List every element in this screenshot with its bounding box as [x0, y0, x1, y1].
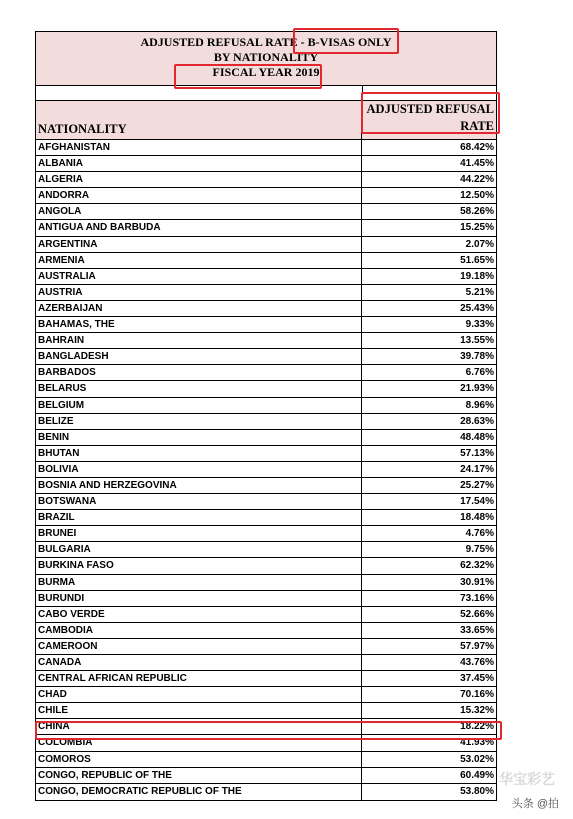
table-row [36, 446, 496, 462]
rate-header: ADJUSTED REFUSAL RATE [366, 102, 494, 133]
nationality-cell: BOLIVIA [36, 462, 362, 477]
table-row [36, 526, 496, 542]
rate-cell: 57.97% [460, 640, 494, 652]
nationality-cell: BARBADOS [36, 365, 362, 380]
title-line-1 [36, 35, 496, 50]
nationality-cell: AUSTRIA [36, 285, 362, 300]
table-row [36, 687, 496, 703]
nationality-cell: AUSTRALIA [36, 269, 362, 284]
rate-cell: 43.76% [460, 657, 494, 668]
table-row [36, 591, 496, 607]
table-row [36, 269, 496, 285]
table-row [36, 349, 496, 365]
nationality-cell: COLOMBIA [36, 735, 362, 750]
table-row [36, 768, 496, 784]
highlight-china-row [35, 721, 502, 740]
table-row [36, 478, 496, 494]
table-row [36, 542, 496, 558]
rate-cell: 33.65% [460, 624, 494, 636]
table-row [36, 156, 496, 172]
table-row [36, 462, 496, 478]
table-row [36, 430, 496, 446]
title-fiscal-year: FISCAL YEAR 2019 [212, 65, 320, 79]
rate-cell: 25.27% [460, 479, 494, 491]
nationality-cell: BELIZE [36, 414, 362, 429]
rate-cell: 48.48% [460, 431, 494, 443]
nationality-cell: CONGO, DEMOCRATIC REPUBLIC OF THE [36, 784, 362, 800]
rate-cell: 68.42% [460, 142, 494, 153]
nationality-cell: ARMENIA [36, 253, 362, 268]
table-row [36, 301, 496, 317]
table-row [36, 333, 496, 349]
nationality-cell: BRUNEI [36, 526, 362, 541]
table-row [36, 607, 496, 623]
highlight-rate-header [361, 92, 500, 134]
nationality-cell: BOSNIA AND HERZEGOVINA [36, 478, 362, 493]
highlight-fiscal-year [174, 64, 322, 89]
table-row [36, 703, 496, 719]
table-row [36, 558, 496, 574]
nationality-cell: CHINA [36, 719, 362, 734]
rate-cell: 28.63% [460, 415, 494, 427]
rate-cell: 39.78% [460, 351, 494, 363]
table-row [36, 220, 496, 236]
rate-cell: 6.76% [465, 367, 494, 379]
rate-cell: 53.02% [460, 753, 494, 765]
nationality-cell: BENIN [36, 430, 362, 445]
highlight-visa-type [293, 28, 399, 54]
rate-cell: 41.93% [460, 737, 494, 749]
table-row [36, 510, 496, 526]
rate-cell: 18.48% [460, 512, 494, 524]
rate-cell: 30.91% [460, 576, 494, 588]
rate-cell: 25.43% [460, 302, 494, 314]
nationality-cell: BULGARIA [36, 542, 362, 557]
table-row [36, 398, 496, 414]
nationality-cell: COMOROS [36, 752, 362, 767]
watermark-credit: 头条 @拍 [511, 798, 559, 810]
table-row [36, 253, 496, 269]
rate-cell: 2.07% [465, 238, 494, 250]
table-row [36, 752, 496, 768]
title-visa-type: B-VISAS ONLY [307, 35, 392, 49]
rate-cell: 57.13% [460, 447, 494, 459]
table-row [36, 365, 496, 381]
rate-cell: 21.93% [460, 383, 494, 395]
rate-cell: 8.96% [465, 399, 494, 411]
rate-cell: 9.75% [465, 544, 494, 556]
nationality-cell: CHAD [36, 687, 362, 702]
table-row [36, 623, 496, 639]
nationality-header: NATIONALITY [36, 101, 362, 139]
rate-cell: 62.32% [460, 560, 494, 572]
rate-cell: 15.25% [460, 222, 494, 234]
rate-cell: 17.54% [460, 496, 494, 508]
title-line-2: BY NATIONALITY [213, 50, 319, 64]
rate-cell: 19.18% [460, 270, 494, 282]
rate-cell: 4.76% [465, 528, 494, 540]
table-row [36, 639, 496, 655]
nationality-cell: CONGO, REPUBLIC OF THE [36, 768, 362, 783]
nationality-cell: AZERBAIJAN [36, 301, 362, 316]
nationality-cell: ANGOLA [36, 204, 362, 219]
nationality-cell: BHUTAN [36, 446, 362, 461]
rate-cell: 60.49% [460, 769, 494, 781]
rate-cell: 41.45% [460, 158, 494, 170]
nationality-cell: BELARUS [36, 381, 362, 396]
rate-cell: 5.21% [465, 286, 494, 298]
rate-cell: 70.16% [460, 689, 494, 701]
nationality-cell: BURMA [36, 575, 362, 590]
refusal-rate-table [35, 31, 497, 801]
nationality-cell: CENTRAL AFRICAN REPUBLIC [36, 671, 362, 686]
nationality-cell: BANGLADESH [36, 349, 362, 364]
nationality-cell: BURUNDI [36, 591, 362, 606]
title-prefix: ADJUSTED REFUSAL RATE - [140, 35, 308, 49]
nationality-cell: BRAZIL [36, 510, 362, 525]
table-row [36, 172, 496, 188]
nationality-cell: ALBANIA [36, 156, 362, 171]
watermark-stamp: 华宝彩艺 [499, 771, 555, 787]
rate-cell: 13.55% [460, 335, 494, 347]
rate-cell: 24.17% [460, 463, 494, 475]
rate-cell: 51.65% [460, 254, 494, 266]
nationality-cell: BURKINA FASO [36, 558, 362, 573]
table-row [36, 204, 496, 220]
nationality-cell: ALGERIA [36, 172, 362, 187]
rate-cell: 53.80% [460, 785, 494, 797]
rate-cell: 52.66% [460, 608, 494, 620]
nationality-cell: CABO VERDE [36, 607, 362, 622]
table-row [36, 494, 496, 510]
nationality-cell: ARGENTINA [36, 237, 362, 252]
rate-cell: 12.50% [460, 190, 494, 202]
nationality-cell: CAMBODIA [36, 623, 362, 638]
table-row [36, 317, 496, 333]
nationality-cell: BAHRAIN [36, 333, 362, 348]
nationality-cell: ANDORRA [36, 188, 362, 203]
nationality-cell: BAHAMAS, THE [36, 317, 362, 332]
nationality-cell: ANTIGUA AND BARBUDA [36, 220, 362, 235]
table-row [36, 381, 496, 397]
table-body [36, 140, 496, 800]
table-row [36, 285, 496, 301]
table-row [36, 414, 496, 430]
table-row [36, 237, 496, 253]
rate-cell: 9.33% [465, 319, 494, 331]
table-row [36, 140, 496, 156]
nationality-cell: CANADA [36, 655, 362, 670]
nationality-cell: BELGIUM [36, 398, 362, 413]
nationality-cell: BOTSWANA [36, 494, 362, 509]
nationality-cell: CHILE [36, 703, 362, 718]
table-row [36, 655, 496, 671]
rate-cell: 73.16% [460, 592, 494, 604]
rate-cell: 44.22% [460, 174, 494, 186]
rate-cell: 18.22% [460, 721, 494, 733]
nationality-cell: CAMEROON [36, 639, 362, 654]
table-row [36, 671, 496, 687]
rate-cell: 37.45% [460, 673, 494, 685]
rate-cell: 58.26% [460, 206, 494, 218]
table-row [36, 784, 496, 800]
nationality-cell: AFGHANISTAN [36, 140, 362, 155]
table-row [36, 188, 496, 204]
rate-cell: 15.32% [460, 705, 494, 717]
table-row [36, 575, 496, 591]
